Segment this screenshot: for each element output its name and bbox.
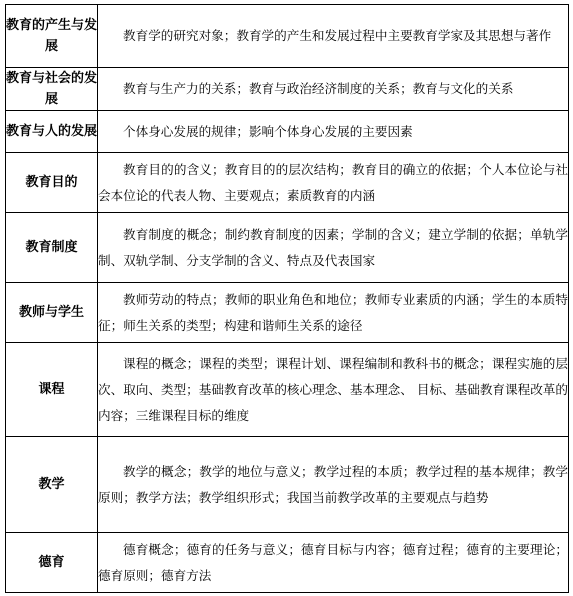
topic-cell: 教育与人的发展 bbox=[6, 111, 98, 153]
topic-cell: 教育与社会的发展 bbox=[6, 68, 98, 111]
table-row bbox=[6, 533, 569, 593]
topic-cell: 教育的产生与发展 bbox=[6, 5, 98, 68]
table-row bbox=[6, 111, 569, 153]
topic-cell: 教育目的 bbox=[6, 153, 98, 213]
table-row bbox=[6, 5, 569, 68]
topic-cell: 课程 bbox=[6, 343, 98, 437]
content-cell: 教育目的的含义；教育目的的层次结构；教育目的确立的依据；个人本位论与社会本位论的代表人物、主要观点；素质教育的内涵 bbox=[98, 153, 569, 213]
content-cell: 教学的概念；教学的地位与意义；教学过程的本质；教学过程的基本规律；教学原则；教学方法；教学组织形式；我国当前教学改革的主要观点与趋势 bbox=[98, 437, 569, 533]
content-cell: 教育学的研究对象；教育学的产生和发展过程中主要教育学家及其思想与著作 bbox=[98, 5, 569, 68]
table-row bbox=[6, 437, 569, 533]
table-row bbox=[6, 283, 569, 343]
table-row bbox=[6, 153, 569, 213]
content-cell: 教育与生产力的关系；教育与政治经济制度的关系；教育与文化的关系 bbox=[98, 68, 569, 111]
table-row bbox=[6, 68, 569, 111]
content-cell: 教师劳动的特点；教师的职业角色和地位；教师专业素质的内涵；学生的本质特征；师生关系的类型；构建和谐师生关系的途径 bbox=[98, 283, 569, 343]
syllabus-table bbox=[5, 4, 569, 593]
table-row bbox=[6, 213, 569, 283]
topic-cell: 德育 bbox=[6, 533, 98, 593]
content-cell: 课程的概念；课程的类型；课程计划、课程编制和教科书的概念；课程实施的层次、取向、类型；基础教育改革的核心理念、基本理念、 目标、基础教育课程改革的内容；三维课程目标的维度 bbox=[98, 343, 569, 437]
content-cell: 个体身心发展的规律；影响个体身心发展的主要因素 bbox=[98, 111, 569, 153]
topic-cell: 教师与学生 bbox=[6, 283, 98, 343]
table-row bbox=[6, 343, 569, 437]
topic-cell: 教学 bbox=[6, 437, 98, 533]
topic-cell: 教育制度 bbox=[6, 213, 98, 283]
content-cell: 德育概念；德育的任务与意义；德育目标与内容；德育过程；德育的主要理论；德育原则；德育方法 bbox=[98, 533, 569, 593]
content-cell: 教育制度的概念；制约教育制度的因素；学制的含义；建立学制的依据；单轨学制、双轨学制、分支学制的含义、特点及代表国家 bbox=[98, 213, 569, 283]
